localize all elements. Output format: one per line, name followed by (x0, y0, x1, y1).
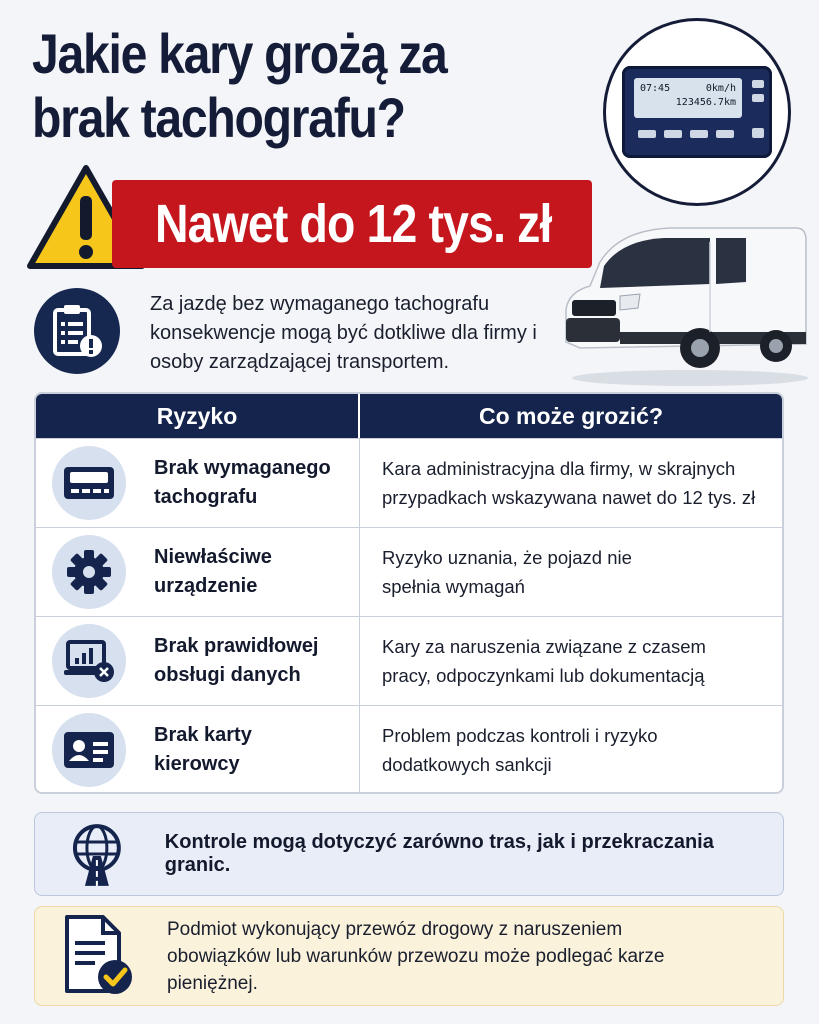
border-control-note (34, 812, 784, 896)
tachograph-time: 07:45 (640, 83, 671, 94)
clipboard-alert-icon (34, 288, 120, 374)
tachograph-illustration (603, 18, 791, 206)
driver-card-icon (52, 713, 126, 787)
penalty-banner-text: Nawet do 12 tys. zł (155, 194, 552, 254)
risk-label: Brak wymaganego tachografu (154, 457, 331, 508)
laptop-chart-error-icon (52, 624, 126, 698)
border-control-text: Kontrole mogą dotyczyć zarówno tras, jak i przekraczania granic. (164, 831, 714, 876)
tachograph-side-buttons (752, 80, 764, 102)
risk-table (34, 392, 784, 794)
risk-label: Niewłaściwe urządzenie (154, 546, 272, 597)
intro-text: Za jazdę bez wymaganego tachografu konsekwencje mogą być dotkliwe dla firmy i osoby zarządzającej transportem. (150, 293, 537, 373)
risk-label: Brak prawidłowej obsługi danych (154, 635, 319, 686)
risk-label: Brak karty kierowcy (154, 724, 252, 775)
tachograph-screen (634, 78, 742, 118)
table-row (36, 527, 782, 616)
tachograph-buttons (638, 130, 734, 138)
tachograph-device (622, 66, 772, 158)
tachograph-odometer: 123456.7km (675, 97, 736, 108)
tachograph-side-button (752, 128, 764, 138)
table-row (36, 438, 782, 527)
header-risk: Ryzyko (36, 394, 360, 438)
tachograph-icon (52, 446, 126, 520)
table-row (36, 616, 782, 705)
header-consequence: Co może grozić? (478, 402, 663, 429)
globe-road-icon (63, 820, 131, 888)
document-check-icon (59, 913, 139, 999)
page-title: Jakie kary grożą za brak tachografu? (32, 22, 447, 149)
table-row (36, 705, 782, 794)
consequence-text: Problem podczas kontroli i ryzyko dodatkowych sankcji (382, 725, 658, 775)
gear-icon (52, 535, 126, 609)
consequence-text: Ryzyko uznania, że pojazd nie spełnia wymagań (382, 547, 632, 597)
penalty-note (34, 906, 784, 1006)
table-header (36, 394, 782, 438)
consequence-text: Kara administracyjna dla firmy, w skrajnych przypadkach wskazywana nawet do 12 tys. zł (382, 458, 756, 508)
consequence-text: Kary za naruszenia związane z czasem pracy, odpoczynkami lub dokumentacją (382, 636, 706, 686)
penalty-text: Podmiot wykonujący przewóz drogowy z naruszeniem obowiązków lub warunków przewozu może podlegać karze pieniężnej. (167, 918, 665, 994)
delivery-van-illustration (560, 222, 810, 390)
tachograph-speed: 0km/h (705, 83, 736, 94)
